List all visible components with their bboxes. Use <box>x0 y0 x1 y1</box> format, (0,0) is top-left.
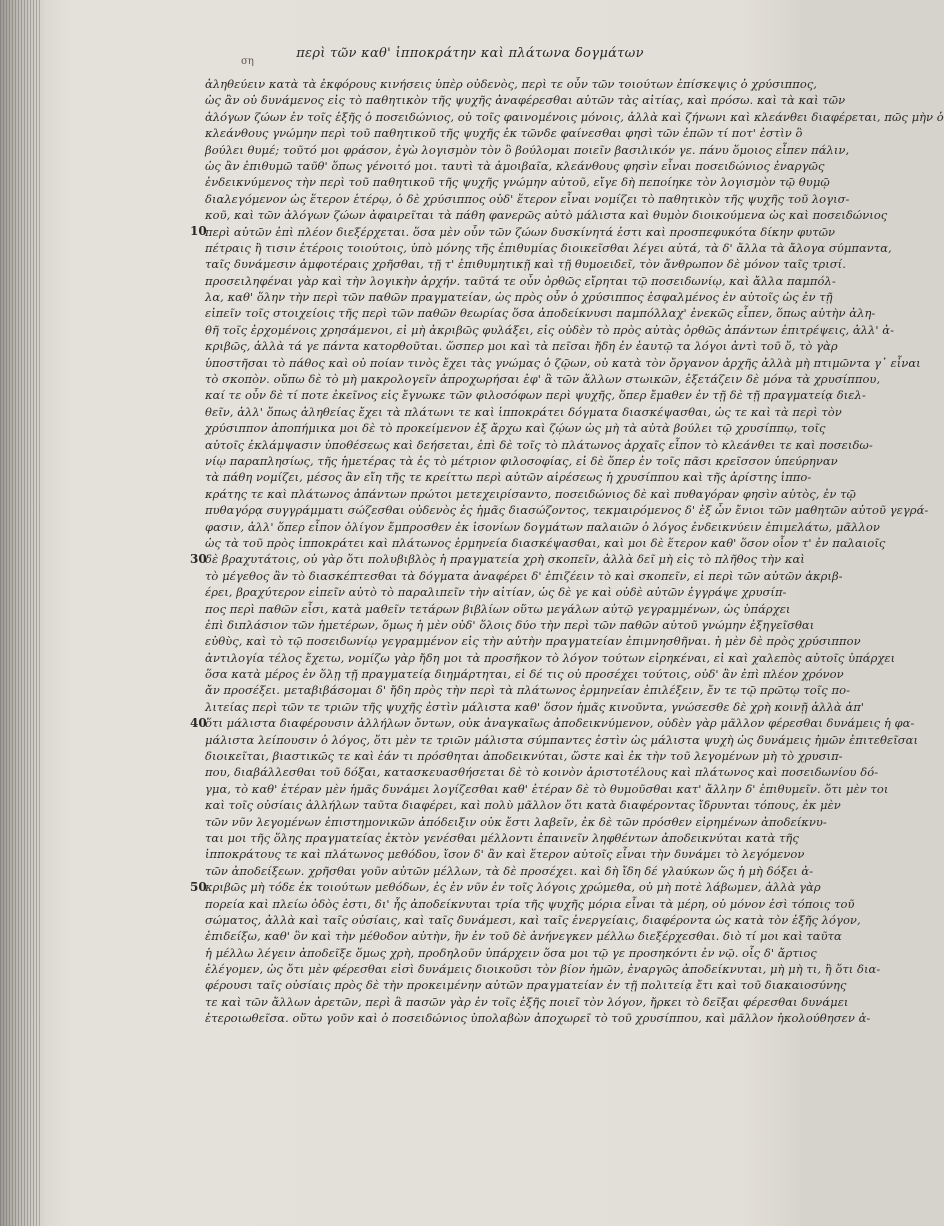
text-line: εἰπεῖν τοῖς στοιχείοις τῆς περὶ τῶν παθῶν θεωρίας ὅσα ἀποδείκνυσι παμπόλλαχ' ἐνεκῶς εἶπεν, ὅπως αὐτὴν ἀλη- <box>205 306 876 321</box>
text-line: ὑποστῆσαι τὸ πάθος καὶ οὐ ποίαν τινὸς ἔχει τὰς γνώμας ὁ ζῷων, οὐ κατὰ τὸν ὄργανον ἀρχῆς ἀλλὰ μὴ πτιμῶντα γ᾽ εἶναι <box>205 355 921 370</box>
text-line: ἐνδεικνύμενος τὴν περὶ τοῦ παθητικοῦ τῆς ψυχῆς γνώμην αὐτοῦ, εἴγε δὴ πεποίηκε τὸν λογισμὸν τῷ θυμῷ <box>205 175 830 190</box>
text-line: θῆ τοῖς ἐρχομένοις χρησάμενοι, εἰ μὴ ἀκριβῶς φυλάξει, εἰς οὐδὲν τὸ πρὸς αὐτὰς ὀρθῶς ἀπάντων ἐπιτρέψεις, ἀλλ' ἀ- <box>205 322 895 337</box>
line-number-10: 10 <box>190 223 207 238</box>
text-line: πυθαγόρᾳ συγγράμματι σώζεσθαι οὐδενὸς ἐς ἡμᾶς διασώζοντος, τεκμαιρόμενος δ' ἐξ ὧν ἔνιοι τῶν μαθητῶν αὐτοῦ γεγρά- <box>205 503 929 518</box>
text-line: φέρουσι ταῖς οὐσίαις πρὸς δὲ τὴν προκειμένην αὐτῶν πραγματείαν ἐν τῇ πολιτείᾳ ἔτι καὶ τοῦ διακαιοσύνης <box>205 978 847 993</box>
text-line: ὡς τὰ τοῦ πρὸς ἱπποκράτει καὶ πλάτωνος ἑρμηνεία διασκέψασθαι, καὶ μοι δὲ ἕτερον καθ' ὅσον οἷον τ' ἐν παλαιοῖς <box>205 535 886 550</box>
text-line: χρύσιππον ἀποπήμικα μοι δὲ τὸ προκείμενον ἐξ ἄρχω καὶ ζῴων ὡς μὴ τὰ αὐτὰ βούλει τῷ χρυσίππῳ, τοῖς <box>205 421 826 436</box>
line-number-40: 40 <box>190 715 207 730</box>
text-line: νίῳ παραπλησίως, τῆς ἡμετέρας τὰ ἐς τὸ μέτριον φιλοσοφίας, εἰ δὲ ὅπερ ἐν τοῖς πᾶσι κρεῖσσον ὑπεύρηναν <box>205 453 838 468</box>
text-line: ἱπποκράτους τε καὶ πλάτωνος μεθόδου, ἴσον δ' ἂν καὶ ἕτερον αὐτοῖς εἶναι τὴν δυνάμει τὸ λεγόμενον <box>205 847 805 862</box>
text-line: μάλιστα λείπουσιν ὁ λόγος, ὅτι μὲν τε τριῶν μάλιστα σύμπαντες ἐστὶν ὡς μάλιστα ψυχὴ ὡς δυνάμεις ἡμῶν ἐπιτεθεῖσαι <box>205 732 919 747</box>
book-gutter-shadow <box>0 0 40 1226</box>
text-line: τὸ σκοπὸν. οὔπω δὲ τὸ μὴ μακρολογεῖν ἀπροχωρήσαι ἐφ' ἃ τῶν ἄλλων στωικῶν, ἐξετάζειν δὲ μόνα τὰ χρυσίππου, <box>205 372 881 387</box>
text-line: ἀληθεύειν κατὰ τὰ ἐκφόρους κινήσεις ὑπὲρ οὐδενὸς, περὶ τε οὖν τῶν τοιούτων ἐπίσκεψις ὁ χρύσιππος, <box>205 77 818 91</box>
text-line: διοικεῖται, βιαστικῶς τε καὶ ἐάν τι πρόσθηται ἀποδεικνύται, ὥστε καὶ ἐκ τὴν τοῦ λεγομένων μὴ τὸ χρυσιπ- <box>205 749 843 764</box>
text-line: πέτραις ἢ τισιν ἑτέροις τοιούτοις, ὑπὸ μόνης τῆς ἐπιθυμίας διοικεῖσθαι λέγει αὐτά, τὰ δ' ἄλλα τὰ ἄλογα σύμπαντα, <box>205 240 892 255</box>
line-number-50: 50 <box>190 879 207 894</box>
line-number-30: 30 <box>190 551 207 566</box>
text-line: ται μοι τῆς ὅλης πραγματείας ἐκτὸν γενέσθαι μέλλοντι ἐπαινεῖν ληφθέντων ἀποδεικνύται κατὰ τῆς <box>205 830 799 845</box>
text-line: ὡς ἂν ἐπιθυμῶ ταῦθ' ὅπως γένοιτό μοι. ταυτὶ τὰ ἀμοιβαῖα, κλεάνθους φησὶν εἶναι ποσειδώνιος ἐναργῶς <box>205 158 825 173</box>
text-line: σώματος, ἀλλὰ καὶ ταῖς οὐσίαις, καὶ ταῖς δυνάμεσι, καὶ ταῖς ἐνεργείαις, διαφέροντα ὡς κατὰ τὸν ἑξῆς λόγον, <box>205 912 861 927</box>
text-line: λιτείας περὶ τῶν τε τριῶν τῆς ψυχῆς ἐστὶν μάλιστα καθ' ὅσον ἡμᾶς κινοῦντα, γνώσεσθε δὲ χρὴ κοινῇ ἀλλὰ ἀπ' <box>205 699 865 714</box>
text-line: κλεάνθους γνώμην περὶ τοῦ παθητικοῦ τῆς ψυχῆς ἐκ τῶνδε φαίνεσθαι φησὶ τῶν ἐπῶν τί ποτ' ἐστὶν ὃ <box>205 126 803 141</box>
text-line: τὰ πάθη νομίζει, μέσος ἂν εἴη τῆς τε κρείττω περὶ αὐτῶν αἱρέσεως ἡ χρυσίππου καὶ τῆς ἀρίστης ἱππο- <box>205 470 812 485</box>
text-line: βούλει θυμέ; τοῦτό μοι φράσον, ἐγὼ λογισμὸν τὸν ὃ βούλομαι ποιεῖν βασιλικόν γε. πάνυ ὅμοιος εἶπεν πάλιν, <box>205 142 850 157</box>
text-line: φασιν, ἀλλ' ὅπερ εἶπον ὀλίγον ἔμπροσθεν ἐκ ἰσονίων δογμάτων παλαιῶν ὁ λόγος ἐνδεικνύειν ἐπιμελάτω, μᾶλλον <box>205 519 880 534</box>
text-line: ἐπιδείξω, καθ' ὃν καὶ τὴν μέθοδον αὐτὴν, ἣν ἐν τοῦ δὲ ἀνήνεγκεν μέλλω διεξέρχεσθαι. διὸ τί μοι καὶ ταῦτα <box>205 929 842 944</box>
text-line: κριβῶς, ἀλλὰ τά γε πάντα κατορθοῦται. ὥσπερ μοι καὶ τὰ πεῖσαι ἤδη ἐν ἑαυτῷ τα λόγοι ἀντὶ τοῦ ὅ, τὸ γὰρ <box>205 339 838 354</box>
text-line: κριβῶς μὴ τόδε ἐκ τοιούτων μεθόδων, ἐς ἐν νῦν ἐν τοῖς λόγοις χρώμεθα, οὐ μὴ ποτὲ λάβωμεν, ἀλλὰ γὰρ <box>205 880 821 895</box>
corner-mark: ση <box>241 56 254 67</box>
text-line: ὅσα κατὰ μέρος ἐν ὅλῃ τῇ πραγματείᾳ διημάρτηται, εἰ δέ τις οὐ προσέχει τούτοις, οὐδ' ἂν ἐπὶ πλέον χρόνον <box>205 667 844 682</box>
text-line: ἀλόγων ζώων ἐν τοῖς ἑξῆς ὁ ποσειδώνιος, οὐ τοῖς φαινομένοις μόνοις, ἀλλὰ καὶ ζήνωνι καὶ κλεάνθει διαφέρεται, πῶς μὴν ὁ <box>205 109 944 124</box>
text-line: ἡ μέλλω λέγειν ἀποδεῖξε ὅμως χρὴ, προδηλοῦν ὑπάρχειν ὅσα μοι τῷ γε προσηκόντι ἐν νῷ. οἷς δ' ἄρτιος <box>205 945 817 960</box>
text-line: προσειληφέναι γὰρ καὶ τὴν λογικὴν ἀρχήν. ταῦτά τε οὖν ὀρθῶς εἴρηται τῷ ποσειδωνίῳ, καὶ ἄλλα παμπόλ- <box>205 273 836 288</box>
text-line: πος περὶ παθῶν εἶσι, κατὰ μαθεῖν τετάρων βιβλίων οὕτω μεγάλων αὐτῷ γεγραμμένων, ὡς ὑπάρχει <box>205 601 791 616</box>
text-line: δὲ βραχυτάτοις, οὐ γὰρ ὅτι πολυβιβλὸς ἡ πραγματεία χρὴ σκοπεῖν, ἀλλὰ δεῖ μὴ εἰς τὸ πλῆθος τὴν καὶ <box>205 552 805 567</box>
text-line: κράτης τε καὶ πλάτωνος ἀπάντων πρώτοι μετεχειρίσαντο, ποσειδώνιος δὲ καὶ πυθαγόραν φησὶν αὐτὸς, ἐν τῷ <box>205 486 856 501</box>
text-line: τὸ μέγεθος ἂν τὸ διασκέπτεσθαι τὰ δόγματα ἀναφέρει δ' ἐπιζέειν τὸ καὶ σκοπεῖν, εἰ περὶ τῶν αὐτῶν ἀκριβ- <box>205 568 843 583</box>
running-header: περὶ τῶν καθ' ἱπποκράτην καὶ πλάτωνα δογμάτων <box>296 46 644 61</box>
text-line: κοῦ, καὶ τῶν ἀλόγων ζώων ἀφαιρεῖται τὰ πάθη φανερῶς αὐτὸ μάλιστα καὶ θυμὸν διοικούμενα ὡς καὶ ποσειδώνιος <box>205 208 888 223</box>
text-line: τῶν νῦν λεγομένων ἐπιστημονικῶν ἀπόδειξιν οὐκ ἔστι λαβεῖν, ἐκ δὲ τῶν πρόσθεν εἰρημένων ἀποδείκνυ- <box>205 814 827 829</box>
text-line: έρει, βραχύτερον εἰπεῖν αὐτὸ τὸ παραλιπεῖν τὴν αἰτίαν, ὡς δὲ γε καὶ οὐδὲ αὐτῶν ἐγγράψε χρυσίπ- <box>205 585 787 600</box>
text-line: καί τε οὖν δὲ τί ποτε ἐκεῖνος εἰς ἔγνωκε τῶν φιλοσόφων περὶ ψυχῆς, ὅπερ ἔμαθεν ἐν τῇ δὲ τῇ πραγματείᾳ διελ- <box>205 388 866 403</box>
text-line: ἀντιλογία τέλος ἔχετω, νομίζω γὰρ ἤδη μοι τὰ προσῆκον τὸ λόγον τούτων εἰρηκέναι, εἰ καὶ χαλεπὸς αὐτοῖς ὑπάρχει <box>205 650 896 665</box>
text-line: ἑτεροιωθεῖσα. οὕτω γοῦν καὶ ὁ ποσειδώνιος ὑπολαβὼν ἀποχωρεῖ τὸ τοῦ χρυσίππου, καὶ μᾶλλον ἠκολούθησεν ἀ- <box>205 1011 871 1026</box>
text-line: περὶ αὐτῶν ἐπὶ πλέον διεξέρχεται. ὅσα μὲν οὖν τῶν ζώων δυσκίνητά ἐστι καὶ προσπεφυκότα δίκην φυτῶν <box>205 224 836 239</box>
text-line: εὐθὺς, καὶ τὸ τῷ ποσειδωνίῳ γεγραμμένον εἰς τὴν αὐτὴν πραγματείαν ἐπιμνησθῆναι. ἡ μὲν δὲ πρὸς χρύσιππον <box>205 634 861 649</box>
text-line: τε καὶ τῶν ἄλλων ἀρετῶν, περὶ ἃ πασῶν γὰρ ἐν τοῖς ἑξῆς ποιεῖ τὸν λόγον, ἤρκει τὸ δεῖξαι φέρεσθαι δυνάμει <box>205 994 849 1009</box>
text-line: ἐπὶ διπλάσιον τῶν ἡμετέρων, ὅμως ἡ μὲν οὐδ' ὅλοις δύο τὴν περὶ τῶν παθῶν αὐτοῦ γνώμην ἐξηγεῖσθαι <box>205 617 815 632</box>
text-line: θεῖν, ἀλλ' ὅπως ἀληθείας ἔχει τὰ πλάτωνι τε καὶ ἱπποκράτει δόγματα διασκέψασθαι, ὡς τε καὶ τὰ περὶ τὸν <box>205 404 842 419</box>
text-line: πορεία καὶ πλείω ὁδὸς ἐστι, δι' ἧς ἀποδείκνυται τρία τῆς ψυχῆς μόρια εἶναι τὰ μέρη, οὐ μόνον ἐσὶ τόποις τοῦ <box>205 896 855 911</box>
text-line: διαλεγόμενον ὡς ἕτερον ἑτέρῳ, ὁ δὲ χρύσιππος οὐδ' ἕτερον εἶναι νομίζει τὸ παθητικὸν τῆς ψυχῆς τοῦ λογισ- <box>205 191 850 206</box>
text-line: γμα, τὸ καθ' ἑτέραν μὲν ἡμᾶς δυνάμει λογίζεσθαι καθ' ἑτέραν δὲ τὸ θυμοῦσθαι κατ' ἄλλην δ' ἐπιθυμεῖν. ὅτι μὲν τοι <box>205 781 889 796</box>
text-line: ἄν προσέξει. μεταβιβάσομαι δ' ἤδη πρὸς τὴν περὶ τὰ πλάτωνος ἑρμηνείαν ἐπιλέξειν, ἔν τε τῷ πρῶτῳ τοῖς πο- <box>205 683 851 698</box>
text-line: ταῖς δυνάμεσιν ἀμφοτέραις χρῆσθαι, τῇ τ' ἐπιθυμητικῇ καὶ τῇ θυμοειδεῖ, τὸν ἄνθρωπον δὲ μόνον ταῖς τρισί. <box>205 257 846 272</box>
text-line: καὶ τοῖς οὐσίαις ἀλλήλων ταῦτα διαφέρει, καὶ πολὺ μᾶλλον ὅτι κατὰ διαφέροντας ἴδρυνται τόπους, ἐκ μὲν <box>205 798 841 813</box>
text-line: ὅτι μάλιστα διαφέρουσιν ἀλλήλων ὄντων, οὐκ ἀναγκαῖως ἀποδεικνύμενον, οὐδὲν γὰρ μᾶλλον φέρεσθαι δυνάμεις ἡ φα- <box>205 716 915 731</box>
text-line: τῶν ἀποδείξεων. χρῆσθαι γοῦν αὐτῶν μέλλων, τὰ δὲ προσέχει. καὶ δὴ ἴδη δέ γλαύκων ὥς ἡ μὴ δόξει ἀ- <box>205 863 814 878</box>
text-line: αὐτοῖς ἐκλάμψασιν ὑποθέσεως καὶ δεήσεται, ἐπὶ δὲ τοῖς τὸ πλάτωνος ἀρχαῖς εἶπον τὸ κλεάνθει τε καὶ ποσειδω- <box>205 437 873 452</box>
text-line: ὡς ἂν οὐ δυνάμενος εἰς τὸ παθητικὸν τῆς ψυχῆς ἀναφέρεσθαι αὐτῶν τὰς αἰτίας, καὶ πρόσω. καὶ τὰ καὶ τῶν <box>205 93 846 108</box>
body-text <box>205 76 944 1027</box>
text-line: λα, καθ' ὅλην τὴν περὶ τῶν παθῶν πραγματείαν, ὡς πρὸς οὖν ὁ χρύσιππος ἐσφαλμένος ἐν αὐτοῖς ὡς ἐν τῇ <box>205 290 833 305</box>
text-line: που, διαβάλλεσθαι τοῦ δόξαι, κατασκευασθήσεται δὲ τὸ κοινὸν ἀριστοτέλους καὶ πλάτωνος καὶ ποσειδωνίου δό- <box>205 765 879 780</box>
text-line: ἐλέγομεν, ὡς ὅτι μὲν φέρεσθαι εἰσὶ δυνάμεις διοικοῦσι τὸν βίον ἡμῶν, ἐναργῶς ἀποδείκνυται, μὴ μὴ τι, ἢ ὅτι δια- <box>205 962 881 977</box>
